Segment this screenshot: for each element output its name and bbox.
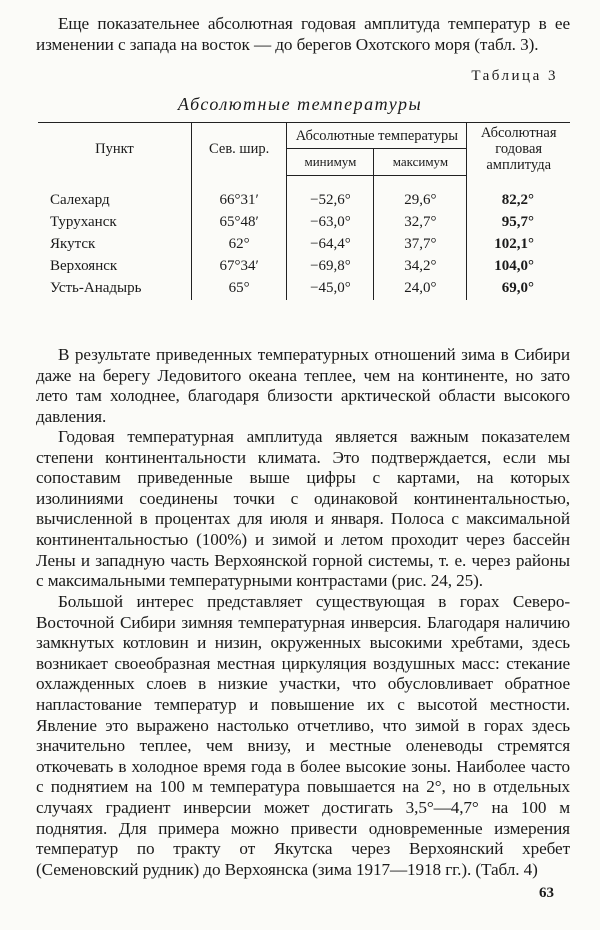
cell-minimum: −63,0°: [287, 212, 374, 234]
table-label: Таблица 3: [471, 68, 558, 84]
cell-minimum: −52,6°: [287, 175, 374, 212]
cell-name: Верхоянск: [50, 258, 118, 274]
table-row: [38, 234, 570, 256]
cell-maximum: 24,0°: [374, 278, 467, 300]
header-latitude: Сев. шир.: [191, 123, 287, 176]
cell-latitude: 62°: [191, 234, 287, 256]
cell-amplitude: 95,7°: [467, 212, 570, 234]
cell-minimum: −69,8°: [287, 256, 374, 278]
table-title: Абсолютные температуры: [177, 94, 423, 114]
cell-latitude: 65°48′: [191, 212, 287, 234]
cell-maximum: 37,7°: [374, 234, 467, 256]
annual-amplitude-paragraph: Годовая температурная амплитуда является важным показателем степени континентальности климата. Это подтверждается, если мы сопоставим приведенные выше цифры с картами, на которых изолиниями соединены точки с одинаковой континентальностью, вычисленной в процентах для июля и января. Полоса с максимальной континентальностью (100%) и зимой и летом проходит через бассейн Лены и западную часть Верхоянской горной системы, т. е. через районы с максимальными температурными контрастами (рис. 24, 25).: [36, 427, 570, 591]
winter-siberia-paragraph: В результате приведенных температурных отношений зима в Сибири даже на берегу Ледовитого океана теплее, чем на континенте, но зато лето там холоднее, благодаря близости арктической области высокого давления.: [36, 345, 570, 426]
cell-maximum: 29,6°: [374, 175, 467, 212]
cell-name: Усть-Анадырь: [50, 280, 142, 296]
table-row: [38, 175, 570, 212]
cell-amplitude: 82,2°: [467, 175, 570, 212]
cell-name: Салехард: [50, 191, 110, 208]
cell-amplitude: 102,1°: [467, 234, 570, 256]
inversion-paragraph: Большой интерес представляет существующая в горах Северо-Восточной Сибири зимняя температурная инверсия. Благодаря наличию замкнутых котловин и низин, окруженных высокими хребтами, здесь возникает своеобразная местная циркуляция воздушных масс: стекание охлажденных слоев в низкие участки, что обусловливает обратное напластование температур и повышение их с высотой местности. Явление это выражено настолько отчетливо, что зимой в горах здесь значительно теплее, чем внизу, и местные оленеводы стремятся откочевать в холодное время года в более высокие зоны. Наиболее часто с поднятием на 100 м температура повышается на 2°, но в отдельных случаях градиент инверсии может достигать 3,5°—4,7° на 100 м поднятия. Для примера можно привести одновременные измерения температур по тракту от Якутска через Верхоянский хребет (Семеновский рудник) до Верхоянска (зима 1917—1918 гг.). (Табл. 4): [36, 592, 570, 879]
temperature-table: [38, 122, 570, 300]
table-row: [38, 278, 570, 300]
cell-name: Якутск: [50, 236, 96, 252]
header-minimum: минимум: [287, 149, 374, 175]
table-row: [38, 256, 570, 278]
cell-amplitude: 69,0°: [467, 278, 570, 300]
header-abs-temps: Абсолютные температуры: [287, 123, 467, 149]
page-number: 63: [539, 885, 554, 901]
cell-latitude: 67°34′: [191, 256, 287, 278]
header-maximum: максимум: [374, 149, 467, 175]
cell-maximum: 32,7°: [374, 212, 467, 234]
intro-paragraph: Еще показательнее абсолютная годовая амплитуда температур в ее изменении с запада на восток — до берегов Охотского моря (табл. 3).: [36, 14, 570, 54]
table-row: [38, 212, 570, 234]
header-amplitude: Абсолютная годовая амплитуда: [467, 123, 570, 176]
cell-latitude: 65°: [191, 278, 287, 300]
cell-latitude: 66°31′: [191, 175, 287, 212]
cell-maximum: 34,2°: [374, 256, 467, 278]
cell-minimum: −45,0°: [287, 278, 374, 300]
header-point: Пункт: [95, 141, 134, 157]
cell-minimum: −64,4°: [287, 234, 374, 256]
cell-name: Туруханск: [50, 214, 117, 230]
cell-amplitude: 104,0°: [467, 256, 570, 278]
